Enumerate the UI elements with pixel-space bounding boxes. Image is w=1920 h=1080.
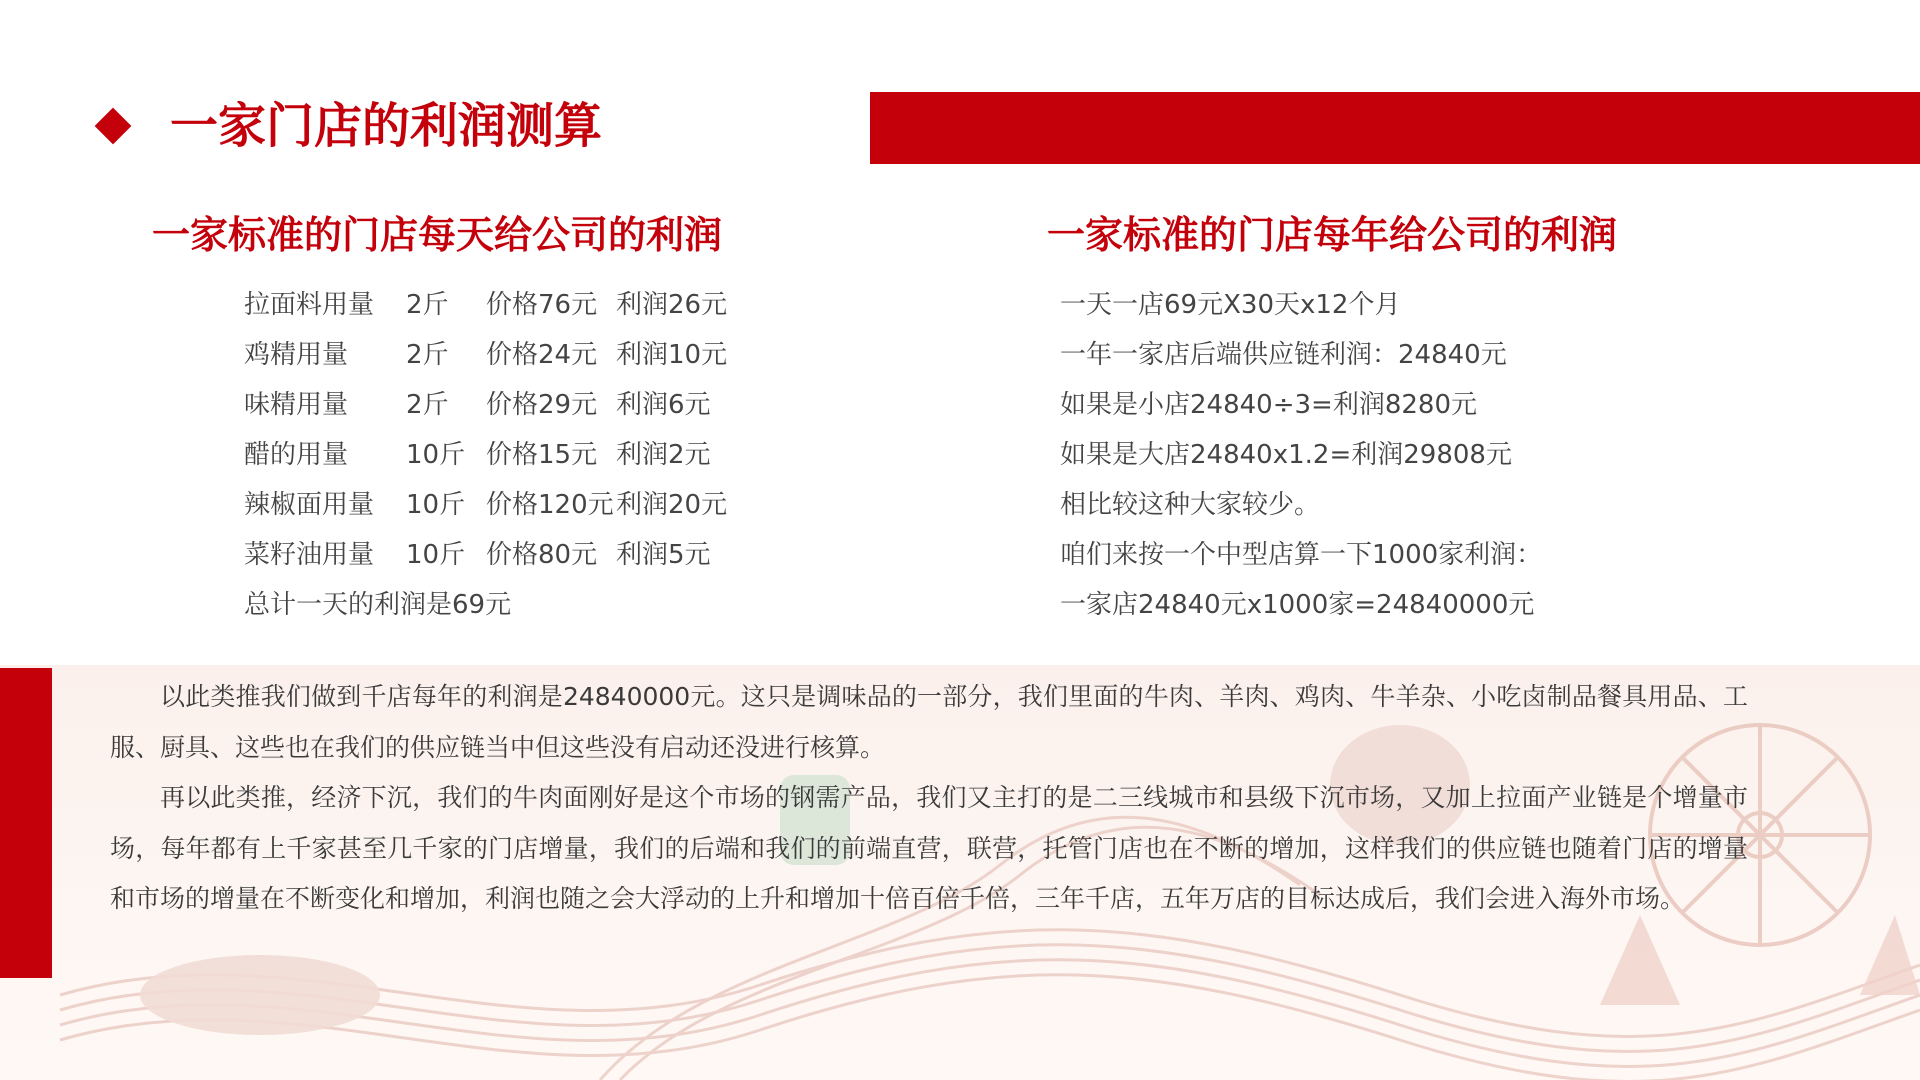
item-name: 辣椒面用量 — [244, 490, 375, 520]
calc-line: 相比较这种大家较少。 — [1060, 490, 1321, 520]
summary-text — [110, 672, 1748, 925]
paragraph: 以此类推我们做到千店每年的利润是24840000元。这只是调味品的一部分，我们里面的牛肉、羊肉、鸡肉、牛羊杂、小吃卤制品餐具用品、工服、厨具、这些也在我们的供应链当中但这些没有启动还没进行核算。 — [110, 682, 1748, 762]
diamond-bullet-icon — [95, 108, 132, 145]
item-profit: 利润2元 — [616, 440, 711, 470]
daily-profit-heading: 一家标准的门店每天给公司的利润 — [152, 213, 723, 257]
daily-total: 总计一天的利润是69元 — [244, 590, 512, 620]
calc-line: 一年一家店后端供应链利润：24840元 — [1060, 340, 1507, 370]
item-price: 价格24元 — [486, 340, 598, 370]
item-name: 拉面料用量 — [244, 290, 375, 320]
item-name: 醋的用量 — [244, 440, 349, 470]
item-name: 菜籽油用量 — [244, 540, 375, 570]
yearly-profit-list — [1060, 280, 1542, 630]
calc-line: 如果是小店24840÷3=利润8280元 — [1060, 390, 1477, 420]
yearly-profit-heading: 一家标准的门店每年给公司的利润 — [1047, 213, 1618, 257]
list-item — [244, 280, 756, 330]
calc-line: 如果是大店24840x1.2=利润29808元 — [1060, 440, 1512, 470]
item-price: 价格15元 — [486, 440, 598, 470]
item-price: 价格80元 — [486, 540, 598, 570]
paragraph: 再以此类推，经济下沉，我们的牛肉面刚好是这个市场的钢需产品，我们又主打的是二三线城市和县级下沉市场，又加上拉面产业链是个增量市场，每年都有上千家甚至几千家的门店增量，我们的后端和我们的前端直营，联营，托管门店也在不断的增加，这样我们的供应链也随着门店的增量和市场的增量在不断变化和增加，利润也随之会大浮动的上升和增加十倍百倍千倍，三年千店，五年万店的目标达成后，我们会进入海外市场。 — [110, 783, 1748, 913]
item-profit: 利润5元 — [616, 540, 711, 570]
item-quantity: 10斤 — [406, 490, 466, 520]
calc-line: 一家店24840元x1000家=24840000元 — [1060, 590, 1535, 620]
list-item — [244, 330, 756, 380]
item-name: 鸡精用量 — [244, 340, 349, 370]
item-quantity: 2斤 — [406, 390, 449, 420]
item-profit: 利润10元 — [616, 340, 728, 370]
item-price: 价格76元 — [486, 290, 598, 320]
item-profit: 利润6元 — [616, 390, 711, 420]
item-quantity: 2斤 — [406, 340, 449, 370]
item-quantity: 2斤 — [406, 290, 449, 320]
calc-line: 咱们来按一个中型店算一下1000家利润： — [1060, 540, 1543, 570]
daily-profit-list — [244, 280, 756, 630]
item-profit: 利润20元 — [616, 490, 728, 520]
list-item — [244, 430, 756, 480]
title-accent-bar — [870, 92, 1920, 164]
item-profit: 利润26元 — [616, 290, 728, 320]
item-quantity: 10斤 — [406, 540, 466, 570]
page-title: 一家门店的利润测算 — [170, 98, 603, 154]
list-item — [244, 380, 756, 430]
bottom-accent-tab — [0, 668, 52, 978]
list-item — [244, 480, 756, 530]
list-item — [244, 530, 756, 580]
item-quantity: 10斤 — [406, 440, 466, 470]
item-price: 价格29元 — [486, 390, 598, 420]
item-name: 味精用量 — [244, 390, 349, 420]
calc-line: 一天一店69元X30天x12个月 — [1060, 290, 1401, 320]
item-price: 价格120元 — [486, 490, 614, 520]
